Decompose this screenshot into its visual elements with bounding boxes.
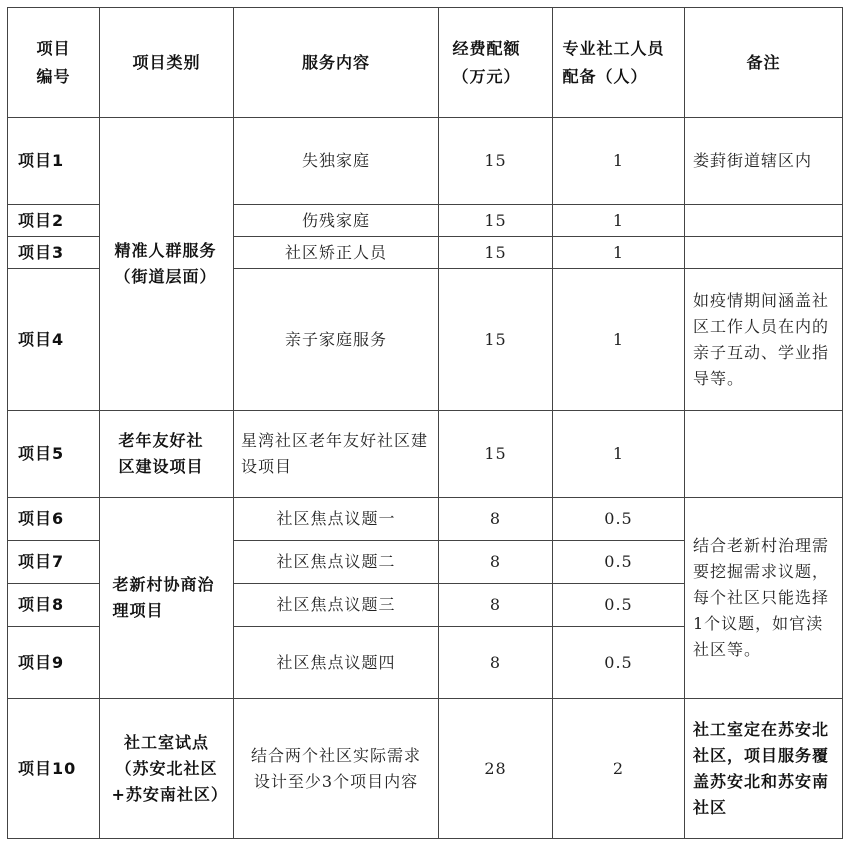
service-content: 结合两个社区实际需求设计至少3个项目内容 [234,699,439,839]
staff-value: 0.5 [553,541,685,584]
service-content: 社区矫正人员 [234,237,439,269]
budget-value: 28 [439,699,553,839]
remark-cell [685,205,843,237]
budget-value: 15 [439,205,553,237]
service-content: 伤残家庭 [234,205,439,237]
service-content: 社区焦点议题四 [234,627,439,699]
project-id: 项目10 [8,699,100,839]
remark-cell: 娄葑街道辖区内 [685,118,843,205]
remark-cell: 结合老新村治理需要挖掘需求议题，每个社区只能选择1个议题，如官渎社区等。 [685,498,843,699]
category-cell: 老新村协商治理项目 [100,498,234,699]
table-row [8,699,843,839]
staff-value: 1 [553,118,685,205]
header-remark: 备注 [685,8,843,118]
table-row [8,411,843,498]
project-id: 项目4 [8,269,100,411]
service-content: 星湾社区老年友好社区建设项目 [234,411,439,498]
remark-cell [685,237,843,269]
staff-value: 0.5 [553,498,685,541]
header-id: 项目编号 [8,8,100,118]
category-cell: 精准人群服务（街道层面） [100,118,234,411]
budget-value: 8 [439,584,553,627]
staff-value: 1 [553,269,685,411]
staff-value: 1 [553,205,685,237]
budget-value: 8 [439,498,553,541]
remark-cell: 社工室定在苏安北社区，项目服务覆盖苏安北和苏安南社区 [685,699,843,839]
staff-value: 1 [553,411,685,498]
project-id: 项目5 [8,411,100,498]
project-id: 项目1 [8,118,100,205]
service-content: 社区焦点议题三 [234,584,439,627]
project-table [7,7,843,839]
project-id: 项目8 [8,584,100,627]
budget-value: 15 [439,237,553,269]
budget-value: 8 [439,541,553,584]
budget-value: 8 [439,627,553,699]
service-content: 失独家庭 [234,118,439,205]
header-content: 服务内容 [234,8,439,118]
service-content: 社区焦点议题二 [234,541,439,584]
project-id: 项目7 [8,541,100,584]
budget-value: 15 [439,269,553,411]
header-staff: 专业社工人员配备（人） [553,8,685,118]
staff-value: 2 [553,699,685,839]
remark-cell [685,411,843,498]
project-id: 项目3 [8,237,100,269]
header-row [8,8,843,118]
header-category: 项目类别 [100,8,234,118]
staff-value: 0.5 [553,627,685,699]
service-content: 社区焦点议题一 [234,498,439,541]
staff-value: 1 [553,237,685,269]
staff-value: 0.5 [553,584,685,627]
project-id: 项目6 [8,498,100,541]
budget-value: 15 [439,411,553,498]
header-budget: 经费配额（万元） [439,8,553,118]
service-content: 亲子家庭服务 [234,269,439,411]
table-row [8,498,843,541]
category-cell: 老年友好社区建设项目 [100,411,234,498]
project-id: 项目2 [8,205,100,237]
budget-value: 15 [439,118,553,205]
project-id: 项目9 [8,627,100,699]
category-cell: 社工室试点（苏安北社区+苏安南社区） [100,699,234,839]
table-row [8,118,843,205]
remark-cell: 如疫情期间涵盖社区工作人员在内的亲子互动、学业指导等。 [685,269,843,411]
